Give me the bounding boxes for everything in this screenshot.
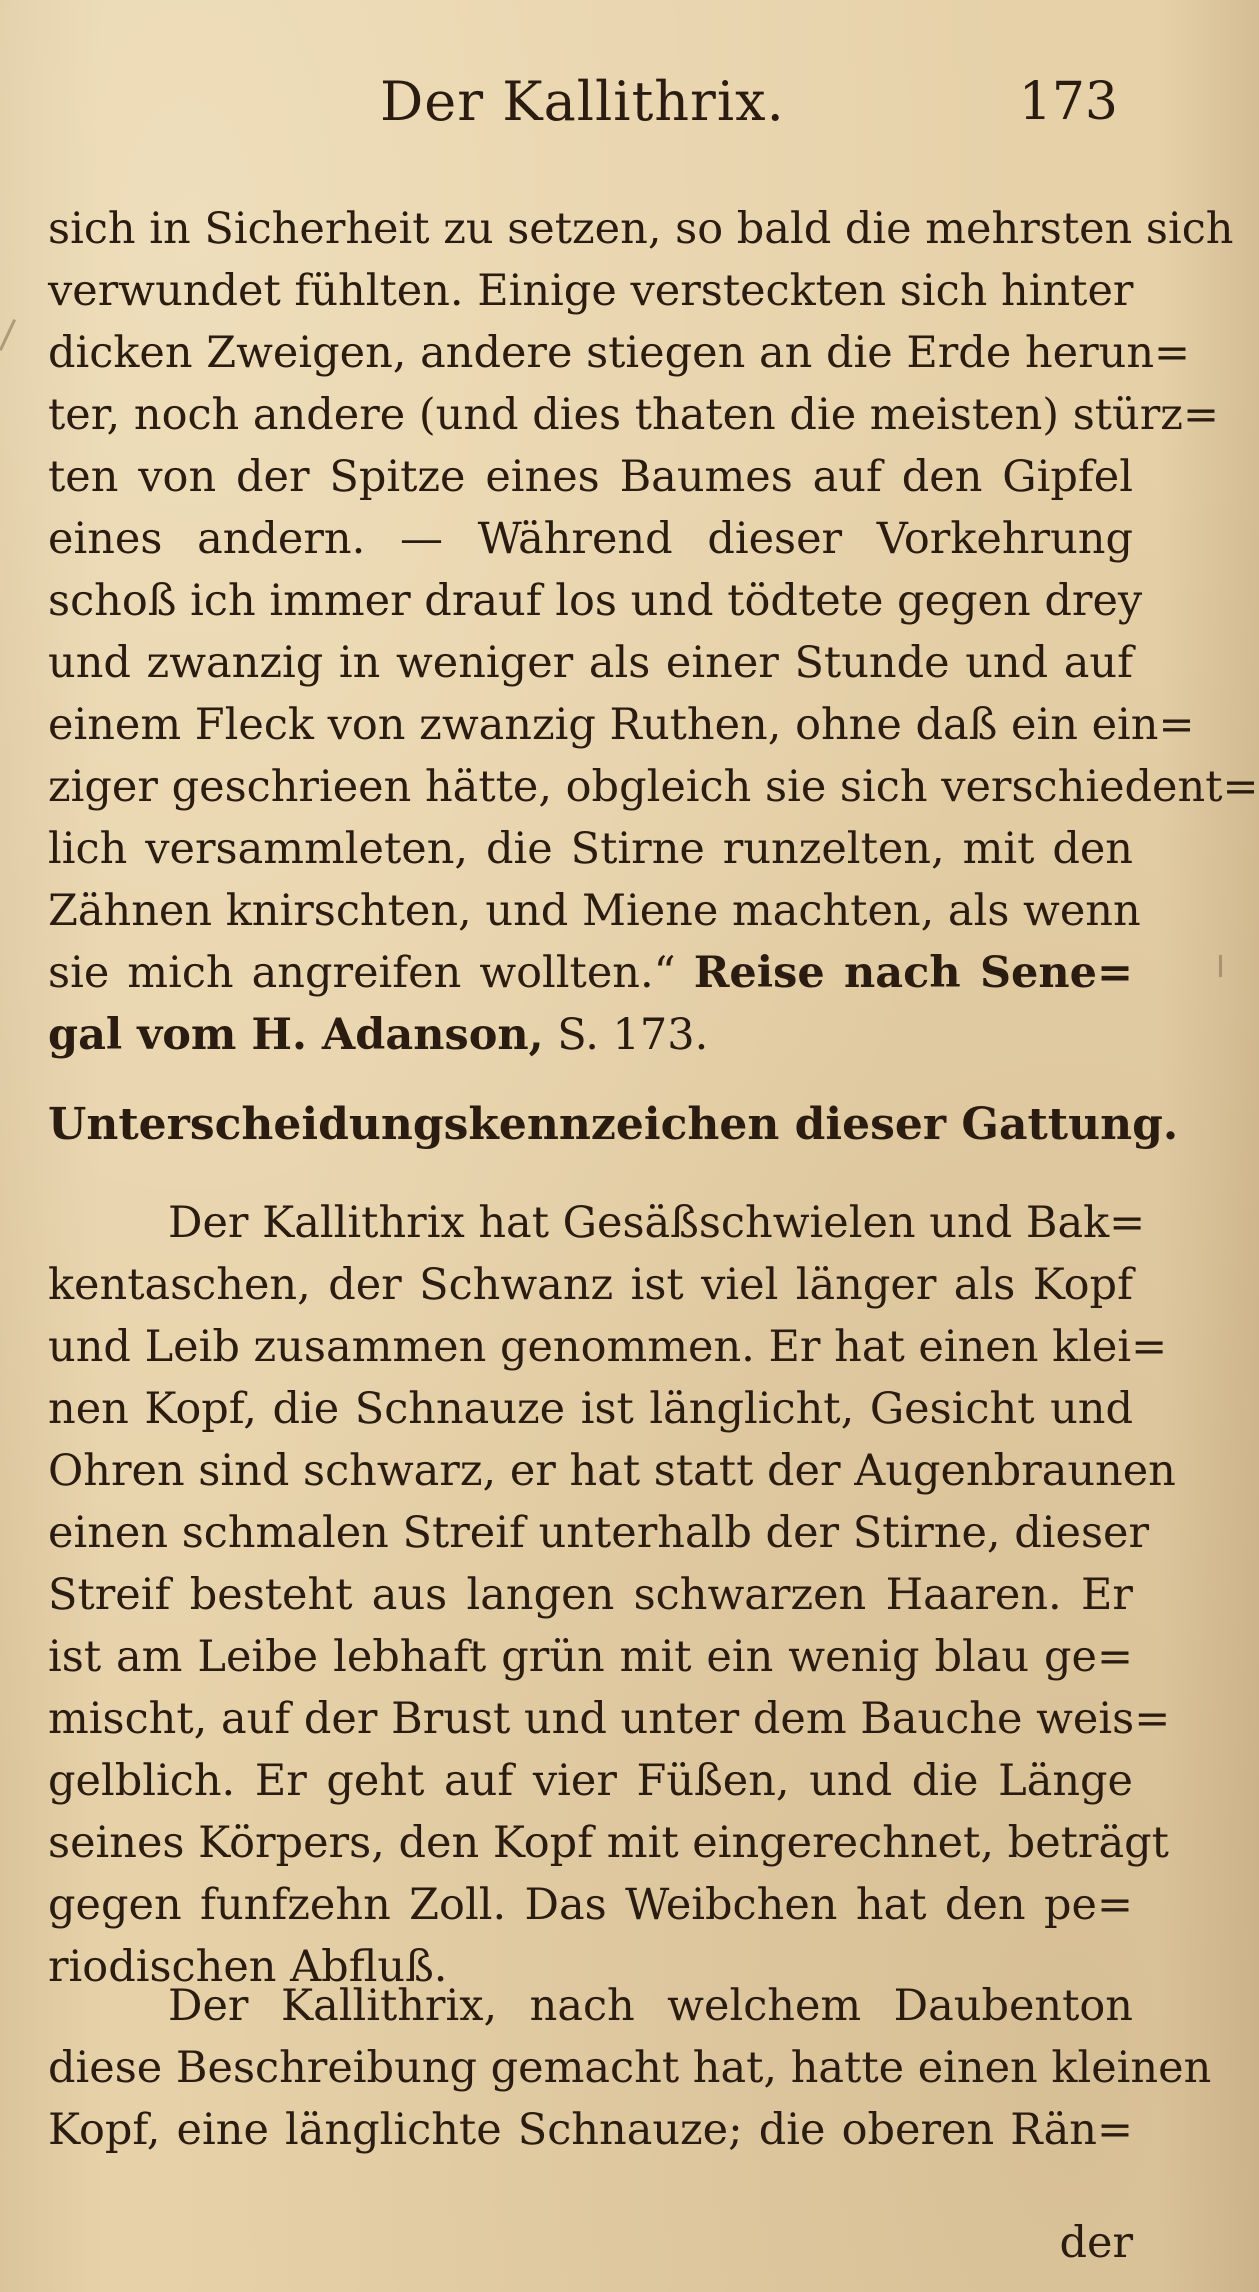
page-number: 173	[1018, 72, 1118, 132]
paragraph-1	[48, 198, 1259, 1066]
text-line: schoß ich immer drauf los und tödtete gegen drey	[48, 576, 1143, 626]
running-title: Der Kallithrix.	[380, 70, 785, 133]
text-line: ziger geschrieen hätte, obgleich sie sich verschiedent=	[48, 762, 1259, 812]
text-line: Zähnen knirschten, und Miene machten, als wenn	[48, 886, 1141, 936]
citation-author: gal vom H. Adanson,	[48, 1010, 544, 1060]
text-line: und zwanzig in weniger als einer Stunde und auf	[48, 638, 1133, 688]
text-line: ist am Leibe lebhaft grün mit ein wenig blau ge=	[48, 1632, 1133, 1682]
text-line: einem Fleck von zwanzig Ruthen, ohne daß ein ein=	[48, 700, 1195, 750]
margin-pencil-mark	[0, 319, 16, 351]
text-line: gelblich. Er geht auf vier Füßen, und die Länge	[48, 1756, 1133, 1806]
text-line: dicken Zweigen, andere stiegen an die Erde herun=	[48, 328, 1191, 378]
section-heading: Unterscheidungskennzeichen dieser Gattung.	[48, 1099, 1179, 1150]
text-line: Der Kallithrix hat Gesäßschwielen und Bak=	[168, 1198, 1146, 1248]
paragraph-2	[48, 1192, 1176, 1998]
running-head	[0, 70, 1228, 150]
paragraph-3	[48, 1975, 1212, 2161]
citation-page: S. 173.	[557, 1010, 709, 1060]
text-line: eines andern. — Während dieser Vorkehrung	[48, 514, 1133, 564]
text-line: verwundet fühlten. Einige versteckten sich hinter	[48, 266, 1134, 316]
text-line: gegen funfzehn Zoll. Das Weibchen hat den pe=	[48, 1880, 1133, 1930]
text-line	[48, 1004, 1133, 1066]
text-line: sich in Sicherheit zu setzen, so bald die mehrsten sich	[48, 204, 1234, 254]
text-line: Streif besteht aus langen schwarzen Haaren. Er	[48, 1570, 1133, 1620]
text-line: Der Kallithrix, nach welchem Daubenton	[168, 1981, 1133, 2031]
text-line: nen Kopf, die Schnauze ist länglicht, Gesicht und	[48, 1384, 1133, 1434]
margin-speck	[1219, 955, 1222, 977]
text-line: ter, noch andere (und dies thaten die meisten) stürz=	[48, 390, 1219, 440]
text-line: diese Beschreibung gemacht hat, hatte einen kleinen	[48, 2043, 1212, 2093]
text-line: Kopf, eine länglichte Schnauze; die oberen Rän=	[48, 2105, 1133, 2155]
catchword: der	[1059, 2218, 1133, 2268]
text-line	[48, 942, 1133, 1004]
text-line: lich versammleten, die Stirne runzelten, mit den	[48, 824, 1133, 874]
citation-title: Reise nach Sene=	[693, 948, 1133, 998]
text-line: riodischen Abfluß.	[48, 1942, 448, 1992]
text-line: seines Körpers, den Kopf mit eingerechnet, beträgt	[48, 1818, 1169, 1868]
text-line: mischt, auf der Brust und unter dem Bauche weis=	[48, 1694, 1171, 1744]
text-line: und Leib zusammen genommen. Er hat einen klei=	[48, 1322, 1168, 1372]
text-line: einen schmalen Streif unterhalb der Stirne, dieser	[48, 1508, 1150, 1558]
quote-end-text: sie mich angreifen wollten.“	[48, 948, 676, 998]
text-line: kentaschen, der Schwanz ist viel länger als Kopf	[48, 1260, 1133, 1310]
text-line: Ohren sind schwarz, er hat statt der Augenbraunen	[48, 1446, 1176, 1496]
text-line: ten von der Spitze eines Baumes auf den Gipfel	[48, 452, 1133, 502]
